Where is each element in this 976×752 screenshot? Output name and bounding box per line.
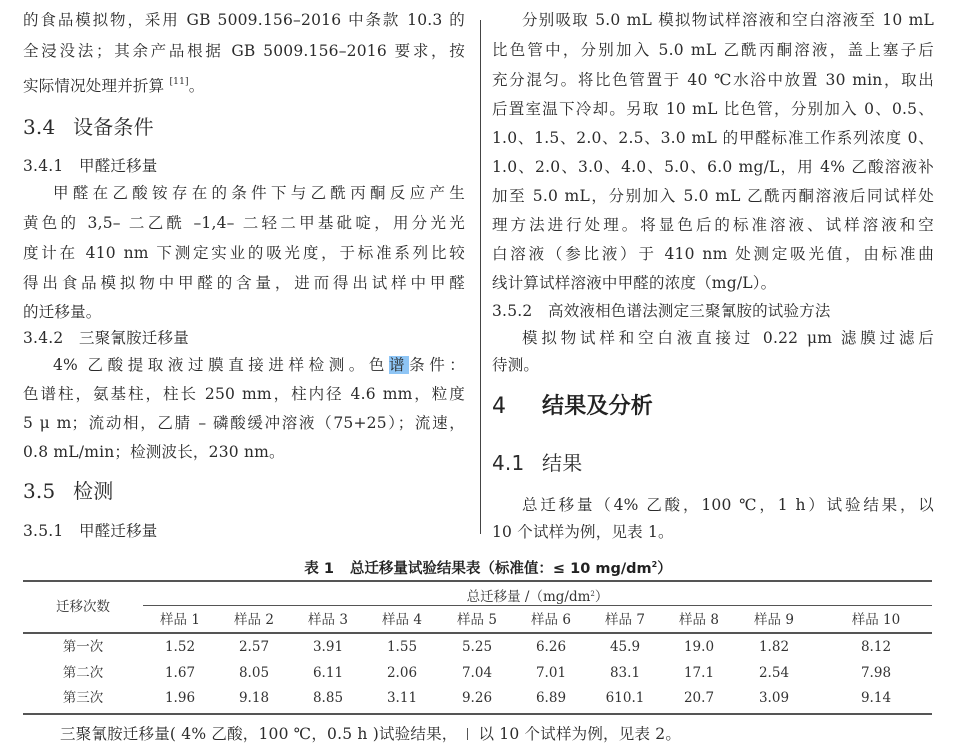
section-number: 4.1 xyxy=(492,451,525,475)
table-cell: 7.04 xyxy=(461,665,493,681)
table-cell: 20.7 xyxy=(683,690,715,706)
section-title: 设备条件 xyxy=(73,115,154,139)
table-cell: 8.85 xyxy=(312,690,344,706)
method-line-7: 加至 5.0 mL，分别加入 5.0 mL 乙酰丙酮溶液后同试样处 xyxy=(492,187,934,205)
col-header-6: 样品 6 xyxy=(531,612,571,628)
footer-right-text: 以 10 个试样为例，见表 2。 xyxy=(478,725,682,743)
table-cell: 8.12 xyxy=(860,639,892,655)
section-title: 结果及分析 xyxy=(542,394,654,419)
col-header-8: 样品 8 xyxy=(679,612,719,628)
col-header-2: 样品 2 xyxy=(234,612,274,628)
section-title: 检测 xyxy=(73,479,114,503)
table-cell: 1.55 xyxy=(386,639,418,655)
table-cell: 9.26 xyxy=(461,690,493,706)
intro-end: 。 xyxy=(188,77,205,95)
para-3-4-1-line-4: 得出食品模拟物中甲醛的含量，进而得出试样中甲醛 xyxy=(23,274,465,292)
table-cell: 1.67 xyxy=(164,665,196,681)
text-cursor-bar xyxy=(467,728,468,740)
para-3-4-2-line-3: 5 μ m；流动相，乙腈 – 磷酸缓冲溶液（75+25）；流速， xyxy=(23,414,465,432)
table-cell: 2.57 xyxy=(238,639,270,655)
table-top-rule xyxy=(23,580,932,582)
table-cell: 7.98 xyxy=(860,665,892,681)
table-header-rule xyxy=(23,632,932,634)
table-cell: 17.1 xyxy=(683,665,715,681)
para-3-4-2-line-1 xyxy=(23,355,465,375)
section-heading-3-4 xyxy=(23,114,154,140)
intro-line-1: 的食品模拟物，采用 GB 5009.156–2016 中条款 10.3 的 xyxy=(23,11,465,29)
section-number: 4 xyxy=(492,394,507,419)
col-header-1: 样品 1 xyxy=(160,612,200,628)
section-number: 3.4.1 xyxy=(23,157,64,175)
table-cell: 3.09 xyxy=(758,690,790,706)
method-line-6: 1.0、2.0、3.0、4.0、5.0、6.0 mg/L，用 4% 乙酸溶液补 xyxy=(492,158,934,176)
section-title: 甲醛迁移量 xyxy=(79,157,158,175)
table-cell: 7.01 xyxy=(535,665,567,681)
table-cell: 45.9 xyxy=(609,639,641,655)
section-number: 3.5.2 xyxy=(492,302,533,320)
section-title: 甲醛迁移量 xyxy=(79,522,158,540)
table-cell: 1.96 xyxy=(164,690,196,706)
para-3-5-2-line-1: 模拟物试样和空白液直接过 0.22 μm 滤膜过滤后 xyxy=(522,329,934,347)
col-header-7: 样品 7 xyxy=(605,612,645,628)
para-3-4-2-line-2: 色谱柱，氨基柱，柱长 250 mm，柱内径 4.6 mm，粒度 xyxy=(23,385,465,403)
method-line-10: 线计算试样溶液中甲醛的浓度（mg/L）。 xyxy=(492,274,777,292)
method-line-9: 白溶液（参比液）于 410 nm 处测定吸光值，由标准曲 xyxy=(492,245,934,263)
group-header-sup: 2 xyxy=(590,590,595,598)
table-caption xyxy=(0,557,976,578)
selected-text[interactable]: 谱 xyxy=(389,356,410,374)
section-heading-3-4-1 xyxy=(23,156,158,176)
table-row-label: 第一次 xyxy=(62,639,104,655)
method-line-1: 分别吸取 5.0 mL 模拟物试样溶液和空白溶液至 10 mL xyxy=(522,11,934,29)
table-cell: 3.91 xyxy=(312,639,344,655)
group-header-text: 总迁移量 /（mg/dm xyxy=(466,589,591,605)
intro-line-2: 全浸没法；其余产品根据 GB 5009.156–2016 要求，按 xyxy=(23,42,465,60)
para-3-4-2-line-4: 0.8 mL/min；检测波长，230 nm。 xyxy=(23,443,285,461)
method-line-2: 比色管中，分别加入 5.0 mL 乙酰丙酮溶液，盖上塞子后 xyxy=(492,41,934,59)
footer-text xyxy=(60,723,681,745)
table-title-sup: 2 xyxy=(651,560,658,569)
section-heading-4 xyxy=(492,393,653,421)
para-3-4-1-line-3: 度计在 410 nm 下测定实业的吸光度，于标准系列比较 xyxy=(23,244,465,262)
para-3-4-1-line-5: 的迁移量。 xyxy=(23,303,102,321)
section-heading-3-5-2 xyxy=(492,301,831,321)
table-cell: 6.11 xyxy=(312,665,344,681)
para-4-1-line-2: 10 个试样为例，见表 1。 xyxy=(492,523,674,541)
footer-left-text: 三聚氰胺迁移量( 4% 乙酸，100 ℃，0.5 h )试验结果， xyxy=(60,725,458,743)
section-title: 三聚氰胺迁移量 xyxy=(79,329,189,347)
group-header-end: ） xyxy=(594,589,609,605)
table-label: 表 1 xyxy=(304,561,334,577)
group-header xyxy=(143,585,932,606)
column-divider xyxy=(480,20,481,534)
table-cell: 6.89 xyxy=(535,690,567,706)
table-cell: 9.14 xyxy=(860,690,892,706)
para-3-5-2-line-2: 待测。 xyxy=(492,356,540,374)
section-heading-4-1 xyxy=(492,450,582,476)
col-header-4: 样品 4 xyxy=(382,612,422,628)
col-header-9: 样品 9 xyxy=(754,612,794,628)
section-heading-3-4-2 xyxy=(23,328,189,348)
citation[interactable]: [11] xyxy=(169,77,189,87)
section-title: 结果 xyxy=(542,451,583,475)
text-after-selection: 条件： xyxy=(409,356,466,374)
table-cell: 19.0 xyxy=(683,639,715,655)
method-line-3: 充分混匀。将比色管置于 40 ℃水浴中放置 30 min，取出 xyxy=(492,71,934,89)
method-line-8: 理方法进行处理。将显色后的标准溶液、试样溶液和空 xyxy=(492,216,934,234)
text-before-selection: 4% 乙酸提取液过膜直接进样检测。色 xyxy=(53,356,389,374)
table-cell: 5.25 xyxy=(461,639,493,655)
intro-line-3-text: 实际情况处理并折算 xyxy=(23,77,165,95)
para-3-4-1-line-2: 黄色的 3,5– 二乙酰 –1,4– 二轻二甲基砒啶，用分光光 xyxy=(23,214,465,232)
method-line-4: 后置室温下冷却。另取 10 mL 比色管，分别加入 0、0.5、 xyxy=(492,100,934,118)
table-cell: 1.52 xyxy=(164,639,196,655)
table-title: 总迁移量试验结果表（标准值：≤ 10 mg/dm xyxy=(349,561,652,577)
table-title-end: ） xyxy=(657,561,672,577)
section-heading-3-5 xyxy=(23,478,113,504)
table-cell: 2.54 xyxy=(758,665,790,681)
table-cell: 83.1 xyxy=(609,665,641,681)
intro-line-3 xyxy=(23,72,204,96)
table-cell: 610.1 xyxy=(605,690,645,706)
col-header-10: 样品 10 xyxy=(851,612,901,628)
table-cell: 9.18 xyxy=(238,690,270,706)
table-cell: 3.11 xyxy=(386,690,418,706)
table-row-label: 第三次 xyxy=(62,690,104,706)
section-number: 3.4 xyxy=(23,115,56,139)
row-header: 迁移次数 xyxy=(56,599,110,615)
section-title: 高效液相色谱法测定三聚氰胺的试验方法 xyxy=(548,302,831,320)
col-header-3: 样品 3 xyxy=(308,612,348,628)
table-cell: 6.26 xyxy=(535,639,567,655)
table-cell: 8.05 xyxy=(238,665,270,681)
section-heading-3-5-1 xyxy=(23,521,158,541)
section-number: 3.5 xyxy=(23,479,56,503)
method-line-5: 1.0、1.5、2.0、2.5、3.0 mL 的甲醛标准工作系列浓度 0、 xyxy=(492,129,934,147)
table-row-label: 第二次 xyxy=(62,665,104,681)
table-cell: 2.06 xyxy=(386,665,418,681)
section-number: 3.4.2 xyxy=(23,329,64,347)
table-bottom-rule xyxy=(23,713,932,715)
para-4-1-line-1: 总迁移量（4% 乙酸，100 ℃，1 h）试验结果，以 xyxy=(522,496,934,514)
para-3-4-1-line-1: 甲醛在乙酸铵存在的条件下与乙酰丙酮反应产生 xyxy=(53,184,465,202)
col-header-5: 样品 5 xyxy=(457,612,497,628)
table-cell: 1.82 xyxy=(758,639,790,655)
section-number: 3.5.1 xyxy=(23,522,64,540)
